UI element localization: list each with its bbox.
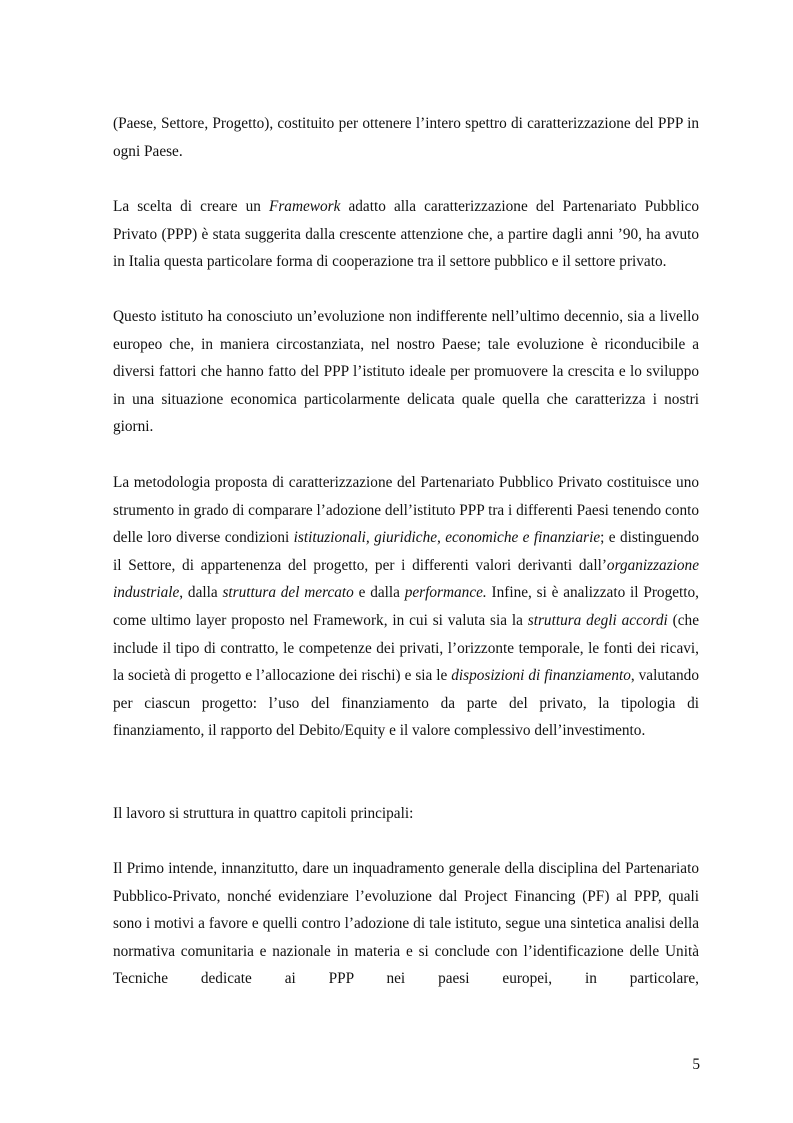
text-run: , dalla [179, 584, 223, 602]
text-run: Infine, si è analizzato il Progetto, come ultimo layer proposto nel Framework, in cui si valuta sia la [113, 584, 699, 629]
paragraph-institute-evolution [113, 303, 699, 441]
text-run: adatto alla caratterizzazione del Partenariato Pubblico Privato (PPP) è stata suggerita dalla crescente attenzione che, a partire dagli anni ’90, ha avuto in Italia questa particolare forma di cooperazione tra il settore pubblico e il settore privato. [113, 198, 700, 271]
italic-term: performance. [404, 584, 487, 602]
italic-term: struttura del mercato [222, 584, 354, 602]
italic-term: organizzazione industriale [113, 556, 699, 602]
text-run: , valutando per ciascun progetto: l’uso del finanziamento da parte del privato, la tipologia di finanziamento, il rapporto del Debito/Equity e il valore complessivo dell’investimento. [113, 667, 699, 740]
paragraph-continuation [113, 110, 699, 165]
italic-term: istituzionali, giuridiche, economiche e finanziarie [293, 529, 601, 547]
text-run: ; e distinguendo il Settore, di appartenenza del progetto, per i differenti valori derivanti dall’ [113, 529, 699, 574]
italic-term: disposizioni di finanziamento [451, 667, 631, 685]
page-number: 5 [692, 1056, 700, 1073]
paragraph-structure-intro [113, 800, 699, 828]
italic-term: struttura degli accordi [527, 611, 668, 629]
paragraph-methodology [113, 469, 699, 745]
text-run: La metodologia proposta di caratterizzazione del Partenariato Pubblico Privato costituisce uno strumento in grado di comparare l’adozione dell’istituto PPP tra i differenti Paesi tenendo conto delle loro diverse condizioni [113, 474, 699, 547]
text-run: Il Primo intende, innanzitutto, dare un inquadramento generale della disciplina del Partenariato Pubblico-Privato, nonché evidenziare l’evoluzione dal Project Financing (PF) al PPP, quali sono i motivi a favore e quelli contro l’adozione di tale istituto, segue una sintetica analisi della normativa comunitaria e nazionale in materia e si conclude con l’identificazione delle Unità Tecniche dedicate ai PPP nei paesi europei, in particolare, [113, 860, 699, 988]
text-run: (Paese, Settore, Progetto), costituito per ottenere l’intero spettro di caratterizzazione del PPP in ogni Paese. [113, 115, 699, 160]
text-run: Il lavoro si struttura in quattro capitoli principali: [113, 805, 414, 822]
paragraph-first-chapter [113, 855, 699, 993]
paragraph-framework-choice [113, 193, 699, 276]
text-run: La scelta di creare un [113, 198, 269, 215]
italic-term: Framework [269, 198, 341, 215]
text-run: Questo istituto ha conosciuto un’evoluzione non indifferente nell’ultimo decennio, sia a livello europeo che, in maniera circostanziata, nel nostro Paese; tale evoluzione è riconducibile a diversi fattori che hanno fatto del PPP l’istituto ideale per promuovere la crescita e lo sviluppo in una situazione economica particolarmente delicata quale quella che caratterizza i nostri giorni. [113, 308, 699, 436]
text-run: (che include il tipo di contratto, le competenze dei privati, l’orizzonte temporale, le fonti dei ricavi, la società di progetto e l’allocazione dei rischi) e sia le [113, 611, 699, 685]
text-run: e dalla [353, 584, 405, 602]
